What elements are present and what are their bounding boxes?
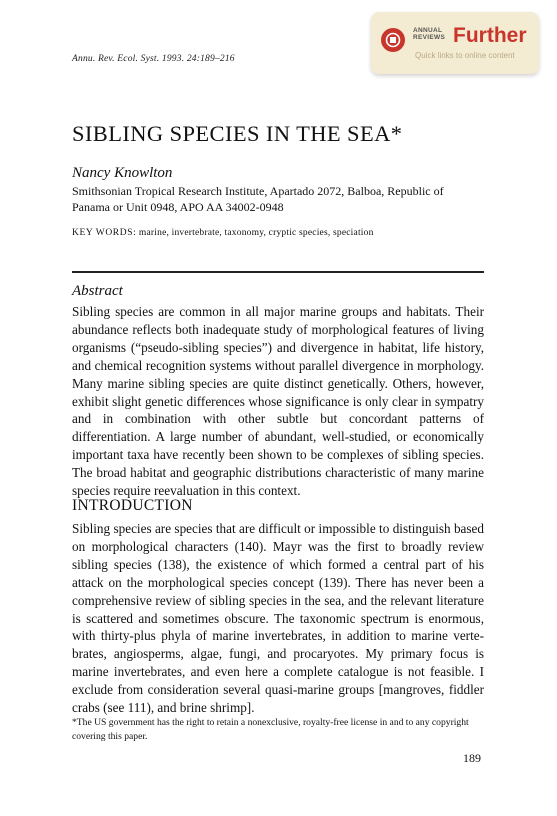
journal-citation: Annu. Rev. Ecol. Syst. 1993. 24:189–216 bbox=[72, 54, 235, 64]
keywords-list: marine, invertebrate, taxonomy, cryptic species, speciation bbox=[138, 228, 374, 238]
footnote: *The US government has the right to retain a nonexclusive, royalty-free license in and to any copyright covering this paper. bbox=[72, 717, 469, 742]
author-affiliation bbox=[72, 183, 492, 215]
badge-reviews: REVIEWS bbox=[413, 34, 446, 41]
annual-reviews-logo-icon bbox=[381, 28, 405, 52]
abstract-body: Sibling species are common in all major marine groups and habitats. Their abundance reflects both inadequate study of morphological features of living organisms (“pseudo-sibling species”) and divergence in habitat, life history, and chemical recognition systems without parallel divergence in morphology. Many marine sibling species are quite distinct genetically. Others, however, exhibit slight genetic differences whose significance is only clear in sympatry and in combination with other subtle but concordant patterns of differentiation. A large number of abundant, well-studied, or economically important taxa have recently been shown to be complexes of sibling species. The broad habitat and geographic distributions characteristic of many marine species require reevaluation in this context. bbox=[72, 304, 484, 499]
introduction-heading: INTRODUCTION bbox=[72, 497, 193, 514]
keywords-label: KEY WORDS: bbox=[72, 228, 137, 238]
badge-quick-links: Quick links to online content bbox=[415, 51, 515, 60]
abstract-heading: Abstract bbox=[72, 283, 123, 299]
author-name: Nancy Knowlton bbox=[72, 165, 173, 181]
page-number: 189 bbox=[463, 751, 481, 765]
affiliation-line-2: Panama or Unit 0948, APO AA 34002-0948 bbox=[72, 200, 284, 214]
keywords-line bbox=[72, 228, 374, 238]
introduction-body: Sibling species are species that are difficult or impossible to distinguish based on morphological characters (140). Mayr was the first to broadly review sibling species (138), the existence of which formed a central part of his attack on the morphological species concept (139). There has never been a comprehensive review of sibling species in the sea, and the relevant literature is scattered and sometimes obscure. The taxonomic spectrum is enormous, with thirty-plus phyla of marine invertebrates, in addition to marine vertebrates, angiosperms, algae, fungi, and procaryotes. My primary focus is marine invertebrates, and even here a complete catalogue is not feasible. I exclude from consideration several quasi-marine groups [mangroves, fiddler crabs (see 111), and brine shrimp]. bbox=[72, 521, 484, 716]
section-divider bbox=[72, 271, 484, 273]
badge-annual: ANNUAL bbox=[413, 27, 443, 34]
affiliation-line-1: Smithsonian Tropical Research Institute, Apartado 2072, Balboa, Republic of bbox=[72, 184, 444, 198]
annual-reviews-wordmark bbox=[413, 27, 445, 41]
badge-further-label: Further bbox=[453, 24, 527, 47]
further-badge[interactable] bbox=[371, 12, 539, 74]
article-title: SIBLING SPECIES IN THE SEA* bbox=[72, 121, 403, 146]
